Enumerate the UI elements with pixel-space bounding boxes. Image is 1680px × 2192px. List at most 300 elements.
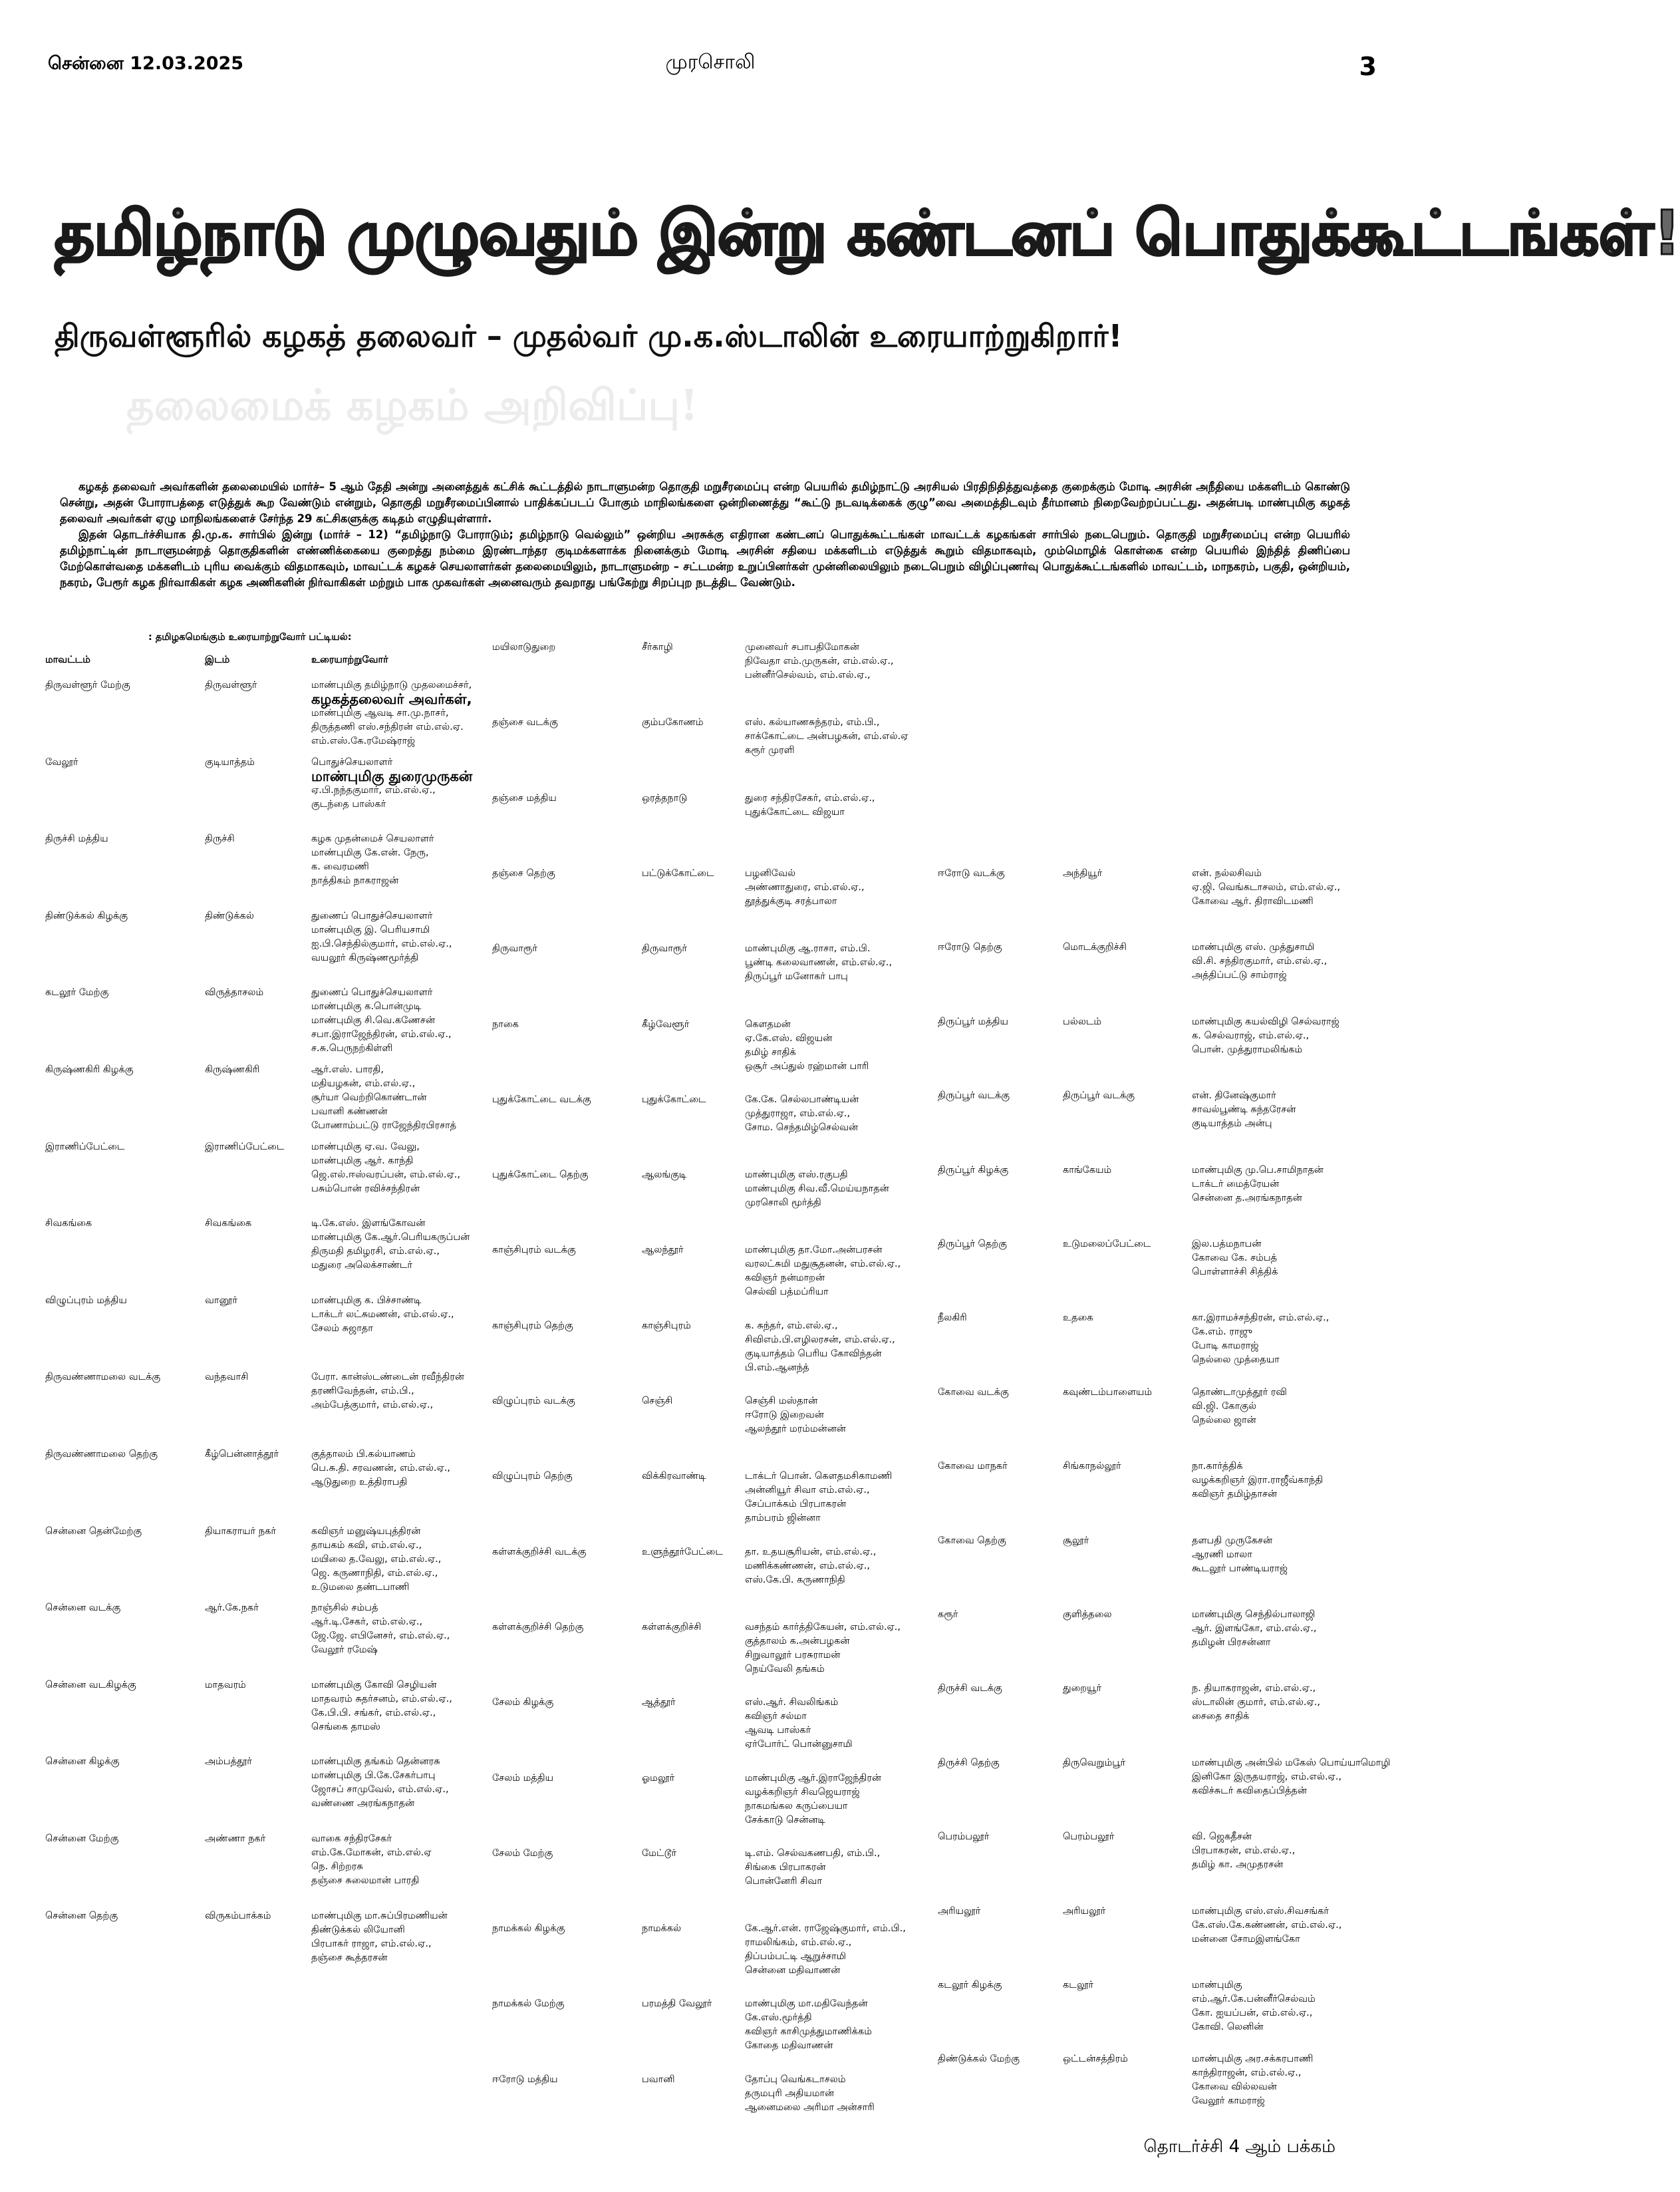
speaker-name: நிவேதா எம்.முருகன், எம்.எல்.ஏ., bbox=[745, 656, 894, 667]
speaker-name: எஸ்.ஆர். சிவலிங்கம் bbox=[745, 1697, 839, 1708]
speaker-name: ஆடுதுறை உத்திராபதி bbox=[311, 1477, 408, 1487]
speaker-name: வயலூர் கிருஷ்ணமூர்த்தி bbox=[311, 953, 419, 963]
speaker-name: நெய்வேலி தங்கம் bbox=[745, 1664, 825, 1674]
speaker-name: திப்பம்பட்டி ஆறுச்சாமி bbox=[745, 1951, 846, 1962]
speaker-name: எஸ்.கே.பி. கருணாநிதி bbox=[745, 1575, 845, 1585]
venue-name: அரியலூர் bbox=[1063, 1906, 1106, 1917]
venue-name: கடலூர் bbox=[1063, 1980, 1094, 1990]
speaker-name: ராமலிங்கம், எம்.எல்.ஏ., bbox=[745, 1937, 852, 1948]
speaker-name: மாண்புமிகு க.பொன்முடி bbox=[311, 1001, 422, 1012]
venue-name: திருப்பூர் வடக்கு bbox=[1063, 1090, 1135, 1101]
speaker-name: ஆவடி பாஸ்கர் bbox=[745, 1725, 811, 1736]
speaker-name: கே.எம். ராஜு bbox=[1192, 1327, 1253, 1337]
speaker-name: தமிழன் பிரசன்னா bbox=[1192, 1637, 1271, 1648]
speaker-name: எம்.ஆர்.கே.பன்னீர்செல்வம் bbox=[1192, 1994, 1316, 2004]
speaker-name: வி.ஜி. கோகுல் bbox=[1192, 1401, 1257, 1412]
speaker-name: சேலம் சுஜாதா bbox=[311, 1323, 373, 1334]
speaker-list bbox=[745, 1922, 938, 1978]
district-name: விழுப்புரம் தெற்கு bbox=[492, 1471, 573, 1482]
speaker-name: குத்தாலம் க.அன்பழகன் bbox=[745, 1636, 850, 1646]
speaker-list bbox=[745, 1545, 938, 1587]
speaker-name: கவிஞர் நன்மாறன் bbox=[745, 1273, 825, 1283]
speaker-list bbox=[745, 1243, 938, 1299]
venue-name: பல்லடம் bbox=[1063, 1017, 1102, 1027]
speaker-name: மாண்புமிகு இ. பெரியசாமி bbox=[311, 925, 430, 935]
speaker-name: ஜோசப் சாமுவேல், எம்.எல்.ஏ., bbox=[311, 1784, 449, 1795]
district-name: பெரம்பலூர் bbox=[938, 1831, 990, 1842]
speaker-name: போடி காமராஜ் bbox=[1192, 1340, 1259, 1351]
speaker-name: மாண்புமிகு அன்பில் மகேஸ் பொய்யாமொழி bbox=[1192, 1758, 1391, 1768]
district-name: சென்னை வடக்கு bbox=[45, 1603, 121, 1613]
speaker-list bbox=[1192, 1608, 1385, 1650]
district-name: தஞ்சை வடக்கு bbox=[492, 717, 558, 728]
sub-headline: திருவள்ளூரில் கழகத் தலைவர் – முதல்வர் மு.க.ஸ்டாலின் உரையாற்றுகிறார்! bbox=[55, 318, 1123, 354]
speaker-list bbox=[311, 1370, 504, 1412]
speaker-name: மாண்புமிகு க. பிச்சாண்டி bbox=[311, 1295, 422, 1306]
speaker-name: நா.கார்த்திக் bbox=[1192, 1461, 1243, 1472]
speaker-name: ஏ.பி.நந்தகுமார், எம்.எல்.ஏ., bbox=[311, 785, 436, 796]
speaker-name: தா. உதயசூரியன், எம்.எல்.ஏ., bbox=[745, 1547, 877, 1557]
speaker-name: கோவை வில்லவன் bbox=[1192, 2082, 1277, 2092]
speaker-name: க. செல்வராஜ், எம்.எல்.ஏ., bbox=[1192, 1030, 1310, 1041]
speaker-name: சிங்கை பிரபாகரன் bbox=[745, 1862, 826, 1873]
speaker-list bbox=[1192, 1756, 1391, 1798]
district-name: திண்டுக்கல் கிழக்கு bbox=[45, 911, 128, 921]
venue-name: கிருஷ்ணகிரி bbox=[205, 1064, 260, 1075]
district-name: நீலகிரி bbox=[938, 1313, 967, 1323]
venue-name: சூலூர் bbox=[1063, 1535, 1089, 1546]
speaker-name: சென்னை த.அரங்கநாதன் bbox=[1192, 1193, 1302, 1203]
district-name: கோவை வடக்கு bbox=[938, 1387, 1009, 1398]
speaker-list bbox=[745, 1772, 938, 1827]
speaker-name: ஏர்போர்ட் பொன்னுசாமி bbox=[745, 1739, 853, 1750]
speaker-name: மாண்புமிகு மு.பெ.சாமிநாதன் bbox=[1192, 1165, 1324, 1175]
district-name: திருவண்ணாமலை தெற்கு bbox=[45, 1449, 158, 1460]
venue-name: ஆத்தூர் bbox=[642, 1697, 676, 1708]
speaker-name: பொன்னேரி சிவா bbox=[745, 1876, 822, 1887]
speaker-list bbox=[311, 1832, 504, 1888]
speaker-name: பொள்ளாச்சி சித்திக் bbox=[1192, 1267, 1278, 1277]
venue-name: உடுமலைப்பேட்டை bbox=[1063, 1239, 1151, 1249]
speaker-name: ந. தியாகராஜன், எம்.எல்.ஏ., bbox=[1192, 1683, 1316, 1694]
district-name: கிருஷ்ணகிரி கிழக்கு bbox=[45, 1064, 134, 1075]
speaker-name: திருத்தணி எஸ்.சந்திரன் எம்.எல்.ஏ. bbox=[311, 722, 464, 732]
speaker-name: கௌதமன் bbox=[745, 1019, 791, 1030]
district-name: திருவாரூர் bbox=[492, 943, 537, 954]
venue-name: புதுக்கோட்டை bbox=[642, 1094, 706, 1105]
speaker-list bbox=[1192, 1237, 1385, 1279]
speaker-name: கோதை மதிவாணன் bbox=[745, 2040, 833, 2051]
speaker-name: தஞ்சை கூத்தரசன் bbox=[311, 1953, 388, 1963]
venue-name: ஒட்டன்சத்திரம் bbox=[1063, 2054, 1128, 2064]
speaker-name: ஆர். இளங்கோ, எம்.எல்.ஏ., bbox=[1192, 1623, 1317, 1634]
speaker-name: ஜெ. கருணாநிதி, எம்.எல்.ஏ., bbox=[311, 1568, 438, 1579]
speaker-name: மாண்புமிகு தமிழ்நாடு முதலமைச்சர், bbox=[311, 680, 472, 691]
speaker-list bbox=[745, 641, 938, 683]
main-headline: தமிழ்நாடு முழுவதும் இன்று கண்டனப் பொதுக்கூட்டங்கள்! bbox=[55, 198, 1680, 269]
speaker-name: பேரா. கான்ஸ்டண்டைன் ரவீந்திரன் bbox=[311, 1372, 464, 1382]
speaker-name: ஜெ.எல்.ஈஸ்வரப்பன், எம்.எல்.ஏ., bbox=[311, 1170, 461, 1180]
venue-name: திருவெறும்பூர் bbox=[1063, 1758, 1126, 1768]
venue-name: மேட்டூர் bbox=[642, 1848, 677, 1859]
speaker-name: அண்ணாதுரை, எம்.எல்.ஏ., bbox=[745, 882, 865, 893]
speaker-name: கே.ஆர்.என். ராஜேஷ்குமார், எம்.பி., bbox=[745, 1923, 906, 1934]
speaker-name: மாண்புமிகு துரைமுருகன் bbox=[311, 768, 473, 784]
venue-name: உதகை bbox=[1063, 1313, 1093, 1323]
speaker-name: ஏ.கே.எஸ். விஜயன் bbox=[745, 1033, 833, 1044]
district-name: விழுப்புரம் வடக்கு bbox=[492, 1396, 575, 1406]
speaker-name: உடுமலை தண்டபாணி bbox=[311, 1582, 410, 1593]
venue-name: ஆர்.கே.நகர் bbox=[205, 1603, 259, 1613]
speaker-name: மாண்புமிகு எஸ். முத்துசாமி bbox=[1192, 942, 1315, 953]
speaker-name: மாண்புமிகு ஆர்.இராஜேந்திரன் bbox=[745, 1773, 881, 1784]
speaker-name: செல்வி பத்மப்ரியா bbox=[745, 1287, 829, 1297]
district-name: சேலம் கிழக்கு bbox=[492, 1697, 554, 1708]
speaker-name: சைதை சாதிக் bbox=[1192, 1711, 1250, 1722]
speaker-list bbox=[745, 1394, 938, 1436]
speaker-name: இனிகோ இருதயராஜ், எம்.எல்.ஏ., bbox=[1192, 1772, 1342, 1782]
speaker-name: தமிழ் சாதிக் bbox=[745, 1047, 796, 1058]
venue-name: பவானி bbox=[642, 2074, 675, 2085]
speaker-name: அன்னியூர் சிவா எம்.எல்.ஏ., bbox=[745, 1485, 870, 1495]
venue-name: திருவாரூர் bbox=[642, 943, 687, 954]
speaker-list bbox=[1192, 1164, 1385, 1205]
speaker-name: சிறுவாலூர் பரசுராமன் bbox=[745, 1650, 841, 1660]
venue-name: பெரம்பலூர் bbox=[1063, 1831, 1115, 1842]
speaker-name: குடந்தை பாஸ்கர் bbox=[311, 799, 386, 810]
speaker-list bbox=[745, 2073, 938, 2115]
speaker-list bbox=[1192, 1830, 1385, 1872]
speaker-name: வி.சி. சந்திரகுமார், எம்.எல்.ஏ., bbox=[1192, 956, 1328, 967]
speaker-name: பிரபாகர் ராஜா, எம்.எல்.ஏ., bbox=[311, 1939, 432, 1949]
speaker-list bbox=[1192, 1089, 1385, 1131]
speaker-list bbox=[745, 1093, 938, 1135]
district-name: திருப்பூர் வடக்கு bbox=[938, 1090, 1010, 1101]
speaker-name: கவிச்சுடர் கவிதைப்பித்தன் bbox=[1192, 1786, 1307, 1796]
page-number: 3 bbox=[1359, 52, 1377, 81]
speaker-name: திருப்பூர் மனோகர் பாபு bbox=[745, 971, 848, 982]
speaker-name: சாக்கோட்டை அன்பழகன், எம்.எல்.ஏ bbox=[745, 731, 909, 742]
district-name: காஞ்சிபுரம் தெற்கு bbox=[492, 1321, 573, 1331]
speaker-list bbox=[1192, 867, 1385, 909]
speaker-list bbox=[1192, 1682, 1385, 1724]
speaker-list bbox=[1192, 1978, 1385, 2034]
speaker-name: மாண்புமிகு பி.கே.சேகர்பாபு bbox=[311, 1770, 436, 1781]
place-column-header: இடம் bbox=[205, 655, 230, 665]
venue-name: அண்ணா நகர் bbox=[205, 1833, 266, 1844]
venue-name: அந்தியூர் bbox=[1063, 868, 1103, 879]
speaker-name: மயிலை த.வேலு, எம்.எல்.ஏ., bbox=[311, 1554, 442, 1565]
speaker-list bbox=[745, 1168, 938, 1210]
venue-name: மொடக்குறிச்சி bbox=[1063, 942, 1127, 953]
speaker-list bbox=[745, 1018, 938, 1074]
speaker-name: மாண்புமிகு சிவ.வீ.மெய்யநாதன் bbox=[745, 1183, 889, 1194]
district-name: கோவை தெற்கு bbox=[938, 1535, 1006, 1546]
speaker-name: டி.எம். செல்வகணபதி, எம்.பி., bbox=[745, 1848, 881, 1859]
district-name: ஈரோடு வடக்கு bbox=[938, 868, 1005, 879]
speaker-name: ஈரோடு இறைவன் bbox=[745, 1410, 824, 1420]
speaker-name: மாண்புமிகு தா.மோ.அன்பரசன் bbox=[745, 1245, 883, 1255]
speaker-name: தரணிவேந்தன், எம்.பி., bbox=[311, 1386, 414, 1396]
speaker-name: மாண்புமிகு கயல்விழி செல்வராஜ் bbox=[1192, 1017, 1339, 1027]
speaker-name: என். நல்லசிவம் bbox=[1192, 868, 1262, 879]
speaker-list bbox=[745, 1319, 938, 1375]
speaker-name: மாண்புமிகு ஆவடி சா.மு.நாசர், bbox=[311, 708, 449, 718]
speaker-name: ஆர்.எஸ். பாரதி, bbox=[311, 1064, 384, 1075]
venue-name: செஞ்சி bbox=[642, 1396, 673, 1406]
district-name: விழுப்புரம் மத்திய bbox=[45, 1295, 127, 1306]
venue-name: பரமத்தி வேலூர் bbox=[642, 1998, 712, 2009]
speaker-name: நாகமங்கல கருப்பையா bbox=[745, 1801, 848, 1811]
venue-name: சிங்காநல்லூர் bbox=[1063, 1461, 1121, 1472]
district-name: கடலூர் மேற்கு bbox=[45, 987, 109, 998]
speaker-list bbox=[745, 1470, 938, 1525]
venue-name: துறையூர் bbox=[1063, 1683, 1102, 1694]
speaker-name: முனைவர் சபாபதிமோகன் bbox=[745, 642, 859, 653]
speaker-name: அம்பேத்குமார், எம்.எல்.ஏ., bbox=[311, 1400, 434, 1410]
speaker-name: கா.இராமச்சந்திரன், எம்.எல்.ஏ., bbox=[1192, 1313, 1330, 1323]
speaker-name: சேப்பாக்கம் பிரபாகரன் bbox=[745, 1499, 847, 1509]
speaker-name: கே.கே. செல்லபாண்டியன் bbox=[745, 1094, 859, 1105]
district-name: திருச்சி மத்திய bbox=[45, 834, 108, 844]
speaker-name: எம்.எஸ்.கே.ரமேஷ்ராஜ் bbox=[311, 736, 416, 746]
district-name: திருவண்ணாமலை வடக்கு bbox=[45, 1372, 161, 1382]
venue-name: உளுந்தூர்பேட்டை bbox=[642, 1547, 723, 1557]
speaker-list bbox=[1192, 1534, 1385, 1576]
district-name: கடலூர் கிழக்கு bbox=[938, 1980, 1002, 1990]
speaker-name: ஏ.ஜி. வெங்கடாசலம், எம்.எல்.ஏ., bbox=[1192, 882, 1341, 893]
speaker-name: கே.பி.பி. சங்கர், எம்.எல்.ஏ., bbox=[311, 1708, 436, 1718]
speaker-name: தமிழ் கா. அமுதரசன் bbox=[1192, 1859, 1284, 1870]
speaker-name: கரூர் முரளி bbox=[745, 745, 795, 756]
speaker-list bbox=[311, 909, 504, 965]
venue-name: ஓமலூர் bbox=[642, 1773, 675, 1784]
speaker-name: கவிஞர் சல்மா bbox=[745, 1711, 807, 1722]
speaker-name: பூண்டி கலைவாணன், எம்.எல்.ஏ., bbox=[745, 957, 893, 968]
district-name: தஞ்சை மத்திய bbox=[492, 793, 557, 804]
speaker-name: மாண்புமிகு கே.ஆர்.பெரியகருப்பன் bbox=[311, 1232, 470, 1243]
district-name: திருப்பூர் தெற்கு bbox=[938, 1239, 1007, 1249]
district-name: காஞ்சிபுரம் வடக்கு bbox=[492, 1245, 576, 1255]
speaker-name: தாம்பரம் ஜின்னா bbox=[745, 1513, 821, 1523]
speaker-list bbox=[745, 716, 938, 758]
speaker-name: நெ. சிற்றரசு bbox=[311, 1861, 363, 1872]
district-name: வேலூர் bbox=[45, 757, 78, 768]
date-line: சென்னை 12.03.2025 bbox=[48, 53, 244, 74]
speaker-name: கூடலூர் பாண்டியராஜ் bbox=[1192, 1563, 1288, 1574]
speaker-list bbox=[745, 792, 938, 820]
speaker-name: ஸ்டாலின் குமார், எம்.எல்.ஏ., bbox=[1192, 1697, 1321, 1708]
speaker-name: மாண்புமிகு மா.மதிவேந்தன் bbox=[745, 1998, 868, 2009]
district-name: ஈரோடு தெற்கு bbox=[938, 942, 1002, 953]
venue-name: திண்டுக்கல் bbox=[205, 911, 254, 921]
speaker-name: எம்.கே.மோகன், எம்.எல்.ஏ bbox=[311, 1847, 432, 1858]
district-name: நாகை bbox=[492, 1019, 519, 1030]
speaker-list bbox=[311, 986, 504, 1056]
speaker-name: மாண்புமிகு அர.சக்கரபாணி bbox=[1192, 2054, 1314, 2064]
newspaper-name: முரசொலி bbox=[665, 51, 756, 74]
speaker-name: டாக்டர் பொன். கௌதமசிகாமணி bbox=[745, 1471, 893, 1482]
speaker-name: அத்திப்பட்டு சாம்ராஜ் bbox=[1192, 970, 1287, 981]
speaker-name: சூர்யா வெற்றிகொண்டான் bbox=[311, 1092, 427, 1103]
speaker-name: கோ. ஐயப்பன், எம்.எல்.ஏ., bbox=[1192, 2008, 1313, 2018]
speaker-name: ஆர்.டி.சேகர், எம்.எல்.ஏ., bbox=[311, 1617, 423, 1627]
district-name: சென்னை தென்மேற்கு bbox=[45, 1526, 142, 1537]
district-name: கரூர் bbox=[938, 1609, 958, 1620]
venue-name: ஆலங்குடி bbox=[642, 1170, 687, 1180]
speaker-list bbox=[1192, 1460, 1385, 1501]
speaker-list bbox=[311, 1678, 504, 1734]
speaker-name: போணாம்பட்டு ராஜேந்திரபிரசாத் bbox=[311, 1120, 457, 1131]
speaker-name: கோவை ஆர். திராவிடமணி bbox=[1192, 896, 1314, 907]
speaker-list-title: : தமிழகமெங்கும் உரையாற்றுவோர் பட்டியல்: bbox=[148, 632, 352, 643]
venue-name: குடியாத்தம் bbox=[205, 757, 255, 768]
speaker-name: மாண்புமிகு கோவி செழியன் bbox=[311, 1680, 437, 1690]
speaker-name: டாக்டர் லட்சுமணன், எம்.எல்.ஏ., bbox=[311, 1309, 454, 1320]
venue-name: அம்பத்தூர் bbox=[205, 1756, 252, 1767]
speaker-name: பழனிவேல் bbox=[745, 868, 796, 879]
speaker-name: ஜே.ஜே. எபினேசர், எம்.எல்.ஏ., bbox=[311, 1631, 450, 1641]
district-name: புதுக்கோட்டை தெற்கு bbox=[492, 1170, 589, 1180]
speaker-name: குடியாத்தம் பெரிய கோவிந்தன் bbox=[745, 1348, 882, 1359]
venue-name: காங்கேயம் bbox=[1063, 1165, 1112, 1175]
intro-paragraph: கழகத் தலைவர் அவர்களின் தலைமையில் மார்ச்– 5 ஆம் தேதி அன்று அனைத்துக் கட்சிக் கூட்டத்தில் நாடாளுமன்ற தொகுதி மறுசீரமைப்பு என்ற பெயரில் தமிழ்நாட்டு அரசியல் பிரதிநிதித்துவத்தை குறைக்கும் மோடி அரசின் அநீதியை மக்களிடம் கொண்டு சென்று, அதன் போராபத்தை எடுத்துக் கூற வேண்டும் என்றும், தொகுதி மறுசீரமைப்பினால் பாதிக்கப்படப் போகும் மாநிலங்களை ஒன்றிணைத்து “கூட்டு நடவடிக்கைக் குழு”வை அமைத்திடவும் தீர்மானம் நிறைவேற்றப்பட்டது. அதன்படி மாண்புமிகு கழகத் தலைவர் அவர்கள் ஏழு மாநிலங்களைச் சேர்ந்த 29 கட்சிகளுக்கு கடிதம் எழுதியுள்ளார். bbox=[60, 480, 1350, 525]
speaker-name: சென்னை மதிவாணன் bbox=[745, 1965, 841, 1976]
page-header bbox=[0, 0, 1421, 86]
speaker-list bbox=[745, 942, 938, 984]
district-name: கோவை மாநகர் bbox=[938, 1461, 1008, 1472]
speaker-name: பி.எம்.ஆனந்த் bbox=[745, 1362, 809, 1373]
speaker-name: குடியாத்தம் அன்பு bbox=[1192, 1118, 1272, 1129]
district-name: அரியலூர் bbox=[938, 1906, 981, 1917]
venue-name: நாமக்கல் bbox=[642, 1923, 682, 1934]
venue-name: விருத்தாசலம் bbox=[205, 987, 264, 998]
speaker-list bbox=[311, 1217, 504, 1273]
speaker-name: பன்னீர்செல்வம், எம்.எல்.ஏ., bbox=[745, 670, 871, 681]
speaker-name: தருமபுரி அதியமான் bbox=[745, 2088, 835, 2099]
district-name: சேலம் மத்திய bbox=[492, 1773, 554, 1784]
speaker-name: பொன். முத்துராமலிங்கம் bbox=[1192, 1044, 1303, 1055]
district-name: ஈரோடு மத்திய bbox=[492, 2074, 558, 2085]
district-name: மயிலாடுதுறை bbox=[492, 642, 556, 653]
district-name: திருப்பூர் கிழக்கு bbox=[938, 1165, 1009, 1175]
speaker-name: கோவை கே. சம்பத் bbox=[1192, 1253, 1278, 1263]
speaker-name: செங்கை தாமஸ் bbox=[311, 1722, 380, 1732]
speaker-list bbox=[311, 679, 504, 748]
speaker-name: கழக முதன்மைச் செயலாளர் bbox=[311, 834, 434, 844]
speaker-name: ஆலந்தூர் மரம்மன்னன் bbox=[745, 1424, 846, 1434]
speaker-name: மாண்புமிகு bbox=[1192, 1980, 1242, 1990]
speaker-name: வேலூர் ரமேஷ் bbox=[311, 1644, 378, 1655]
venue-name: குளித்தலை bbox=[1063, 1609, 1112, 1620]
speaker-name: ச.சு.பெருநற்கிள்ளி bbox=[311, 1043, 393, 1054]
speaker-name: தாயகம் கவி, எம்.எல்.ஏ., bbox=[311, 1540, 422, 1551]
speaker-name: வழக்கறிஞர் சிவஜெயராஜ் bbox=[745, 1787, 860, 1798]
speaker-list bbox=[1192, 941, 1385, 983]
speaker-list bbox=[745, 1621, 938, 1676]
district-name: திருச்சி தெற்கு bbox=[938, 1758, 1000, 1768]
speaker-name: சபா.இராஜேந்திரன், எம்.எல்.ஏ., bbox=[311, 1029, 452, 1040]
district-name: சென்னை கிழக்கு bbox=[45, 1756, 120, 1767]
district-name: திண்டுக்கல் மேற்கு bbox=[938, 2054, 1020, 2064]
speaker-name: மாண்புமிகு செந்தில்பாலாஜி bbox=[1192, 1609, 1316, 1620]
speaker-list bbox=[1192, 1386, 1385, 1428]
speaker-name: முரசொலி மூர்த்தி bbox=[745, 1197, 821, 1208]
speaker-list bbox=[745, 1847, 938, 1889]
speaker-list bbox=[745, 1997, 938, 2053]
speaker-name: வழக்கறிஞர் இரா.ராஜீவ்காந்தி bbox=[1192, 1475, 1324, 1486]
speaker-name: தொண்டாமுத்தூர் ரவி bbox=[1192, 1387, 1287, 1398]
speaker-name: மாண்புமிகு தங்கம் தென்னரசு bbox=[311, 1756, 440, 1767]
intro-text bbox=[60, 479, 1350, 591]
speaker-list bbox=[1192, 1311, 1385, 1367]
speaker-name: தோப்பு வெங்கடாசலம் bbox=[745, 2074, 846, 2085]
district-name: திருப்பூர் மத்திய bbox=[938, 1017, 1008, 1027]
speaker-list bbox=[311, 1140, 504, 1196]
speaker-name: வாகை சந்திரசேகர் bbox=[311, 1833, 392, 1844]
speaker-name: ஆனைமலை அரிமா அன்சாரி bbox=[745, 2102, 875, 2113]
district-name: சென்னை மேற்கு bbox=[45, 1833, 119, 1844]
speaker-name: கோவி. லெனின் bbox=[1192, 2022, 1264, 2032]
speaker-list bbox=[311, 1909, 504, 1965]
speaker-name: டாக்டர் மைத்ரேயன் bbox=[1192, 1179, 1280, 1189]
speaker-name: தூத்துக்குடி சரத்பாலா bbox=[745, 896, 837, 907]
speaker-name: எஸ். கல்யாணசுந்தரம், எம்.பி., bbox=[745, 717, 880, 728]
speaker-list bbox=[745, 1696, 938, 1752]
speaker-name: வண்ணை அரங்கநாதன் bbox=[311, 1798, 415, 1809]
district-name: இராணிப்பேட்டை bbox=[45, 1142, 125, 1152]
speaker-list bbox=[311, 1063, 504, 1133]
venue-name: கவுண்டம்பாளையம் bbox=[1063, 1387, 1153, 1398]
venue-name: கள்ளக்குறிச்சி bbox=[642, 1622, 702, 1633]
speaker-name: வசந்தம் கார்த்திகேயன், எம்.எல்.ஏ., bbox=[745, 1622, 901, 1633]
speaker-name: தளபதி முருகேசன் bbox=[1192, 1535, 1273, 1546]
speaker-list bbox=[311, 1448, 504, 1489]
speaker-name: சோம. செந்தமிழ்செல்வன் bbox=[745, 1122, 859, 1133]
speaker-name: சிவிஎம்.பி.எழிலரசன், எம்.எல்.ஏ., bbox=[745, 1334, 895, 1345]
continued-note: தொடர்ச்சி 4 ஆம் பக்கம் bbox=[1143, 2137, 1335, 2157]
speaker-list bbox=[311, 1601, 504, 1657]
venue-name: காஞ்சிபுரம் bbox=[642, 1321, 691, 1331]
speaker-name: கவிஞர் தமிழ்தாசன் bbox=[1192, 1489, 1278, 1499]
speaker-name: நாஞ்சில் சம்பத் bbox=[311, 1603, 378, 1613]
speaker-name: செஞ்சி மஸ்தான் bbox=[745, 1396, 818, 1406]
speaker-list bbox=[1192, 2052, 1385, 2108]
district-name: திருவள்ளூர் மேற்கு bbox=[45, 680, 130, 691]
speaker-name: கே.எஸ்.மூர்த்தி bbox=[745, 2012, 812, 2023]
venue-name: மாதவரம் bbox=[205, 1680, 246, 1690]
intro-paragraph: இதன் தொடர்ச்சியாக தி.மு.க. சார்பில் இன்று (மார்ச் – 12) “தமிழ்நாடு போராடும்; தமிழ்நாடு வெல்லும்” ஒன்றிய அரசுக்கு எதிரான கண்டனப் பொதுக்கூட்டங்கள் மாவட்டக் கழகங்கள் சார்பில் நடைபெறும். தொகுதி மறுசீரமைப்பு என்ற பெயரில் தமிழ்நாட்டின் நாடாளுமன்றத் தொகுதிகளின் எண்ணிக்கையை குறைத்து நம்மை இரண்டாந்தர குடிமக்களாக்க நினைக்கும் மோடி அரசின் சதியை மக்களிடம் எடுத்துக் கூறும் விதமாகவும், மும்மொழிக் கொள்கை என்ற பெயரில் இந்தித் திணிப்பை மேற்கொள்வதை மக்களிடம் புரிய வைக்கும் விதமாகவும், மாவட்டக் கழகச் செயலாளர்கள் தலைமையிலும், நாடாளுமன்ற – சட்டமன்ற உறுப்பினர்கள் முன்னிலையிலும் நடைபெறும் விழிப்புணர்வு பொதுக்கூட்டங்களில் மாவட்டம், மாநகரம், பகுதி, ஒன்றியம், நகரம், பேரூர் கழக நிர்வாகிகள் கழக அணிகளின் நிர்வாகிகள் மற்றும் பாக முகவர்கள் அனைவரும் தவறாது பங்கேற்று சிறப்புற நடத்திட வேண்டும். bbox=[60, 528, 1350, 589]
venue-name: கீழ்பென்னாத்தூர் bbox=[205, 1449, 279, 1460]
speaker-name: வேலூர் காமராஜ் bbox=[1192, 2096, 1265, 2106]
speaker-name: கே.எஸ்.கே.கண்ணன், எம்.எல்.ஏ., bbox=[1192, 1920, 1342, 1931]
venue-name: கீழ்வேளூர் bbox=[642, 1019, 690, 1030]
speaker-name: கழகத்தலைவர் அவர்கள், bbox=[311, 691, 472, 707]
speaker-name: ஐ.பி.செந்தில்குமார், எம்.எல்.ஏ., bbox=[311, 939, 452, 949]
speaker-name: பிரபாகரன், எம்.எல்.ஏ., bbox=[1192, 1845, 1296, 1856]
district-name: திருச்சி வடக்கு bbox=[938, 1683, 1002, 1694]
announcement-watermark: தலைமைக் கழகம் அறிவிப்பு! bbox=[126, 381, 699, 430]
speaker-name: கவிஞர் காசிமுத்துமாணிக்கம் bbox=[745, 2026, 872, 2037]
venue-name: பட்டுக்கோட்டை bbox=[642, 868, 714, 879]
district-name: சென்னை வடகிழக்கு bbox=[45, 1680, 136, 1690]
speaker-name: முத்துராஜா, எம்.எல்.ஏ., bbox=[745, 1108, 851, 1119]
district-name: நாமக்கல் கிழக்கு bbox=[492, 1923, 565, 1934]
speaker-name: மாண்புமிகு ஆர். காந்தி bbox=[311, 1156, 414, 1166]
venue-name: திருவள்ளூர் bbox=[205, 680, 257, 691]
district-name: சேலம் மேற்கு bbox=[492, 1848, 553, 1859]
speaker-name: துரை சந்திரசேகர், எம்.எல்.ஏ., bbox=[745, 793, 875, 804]
